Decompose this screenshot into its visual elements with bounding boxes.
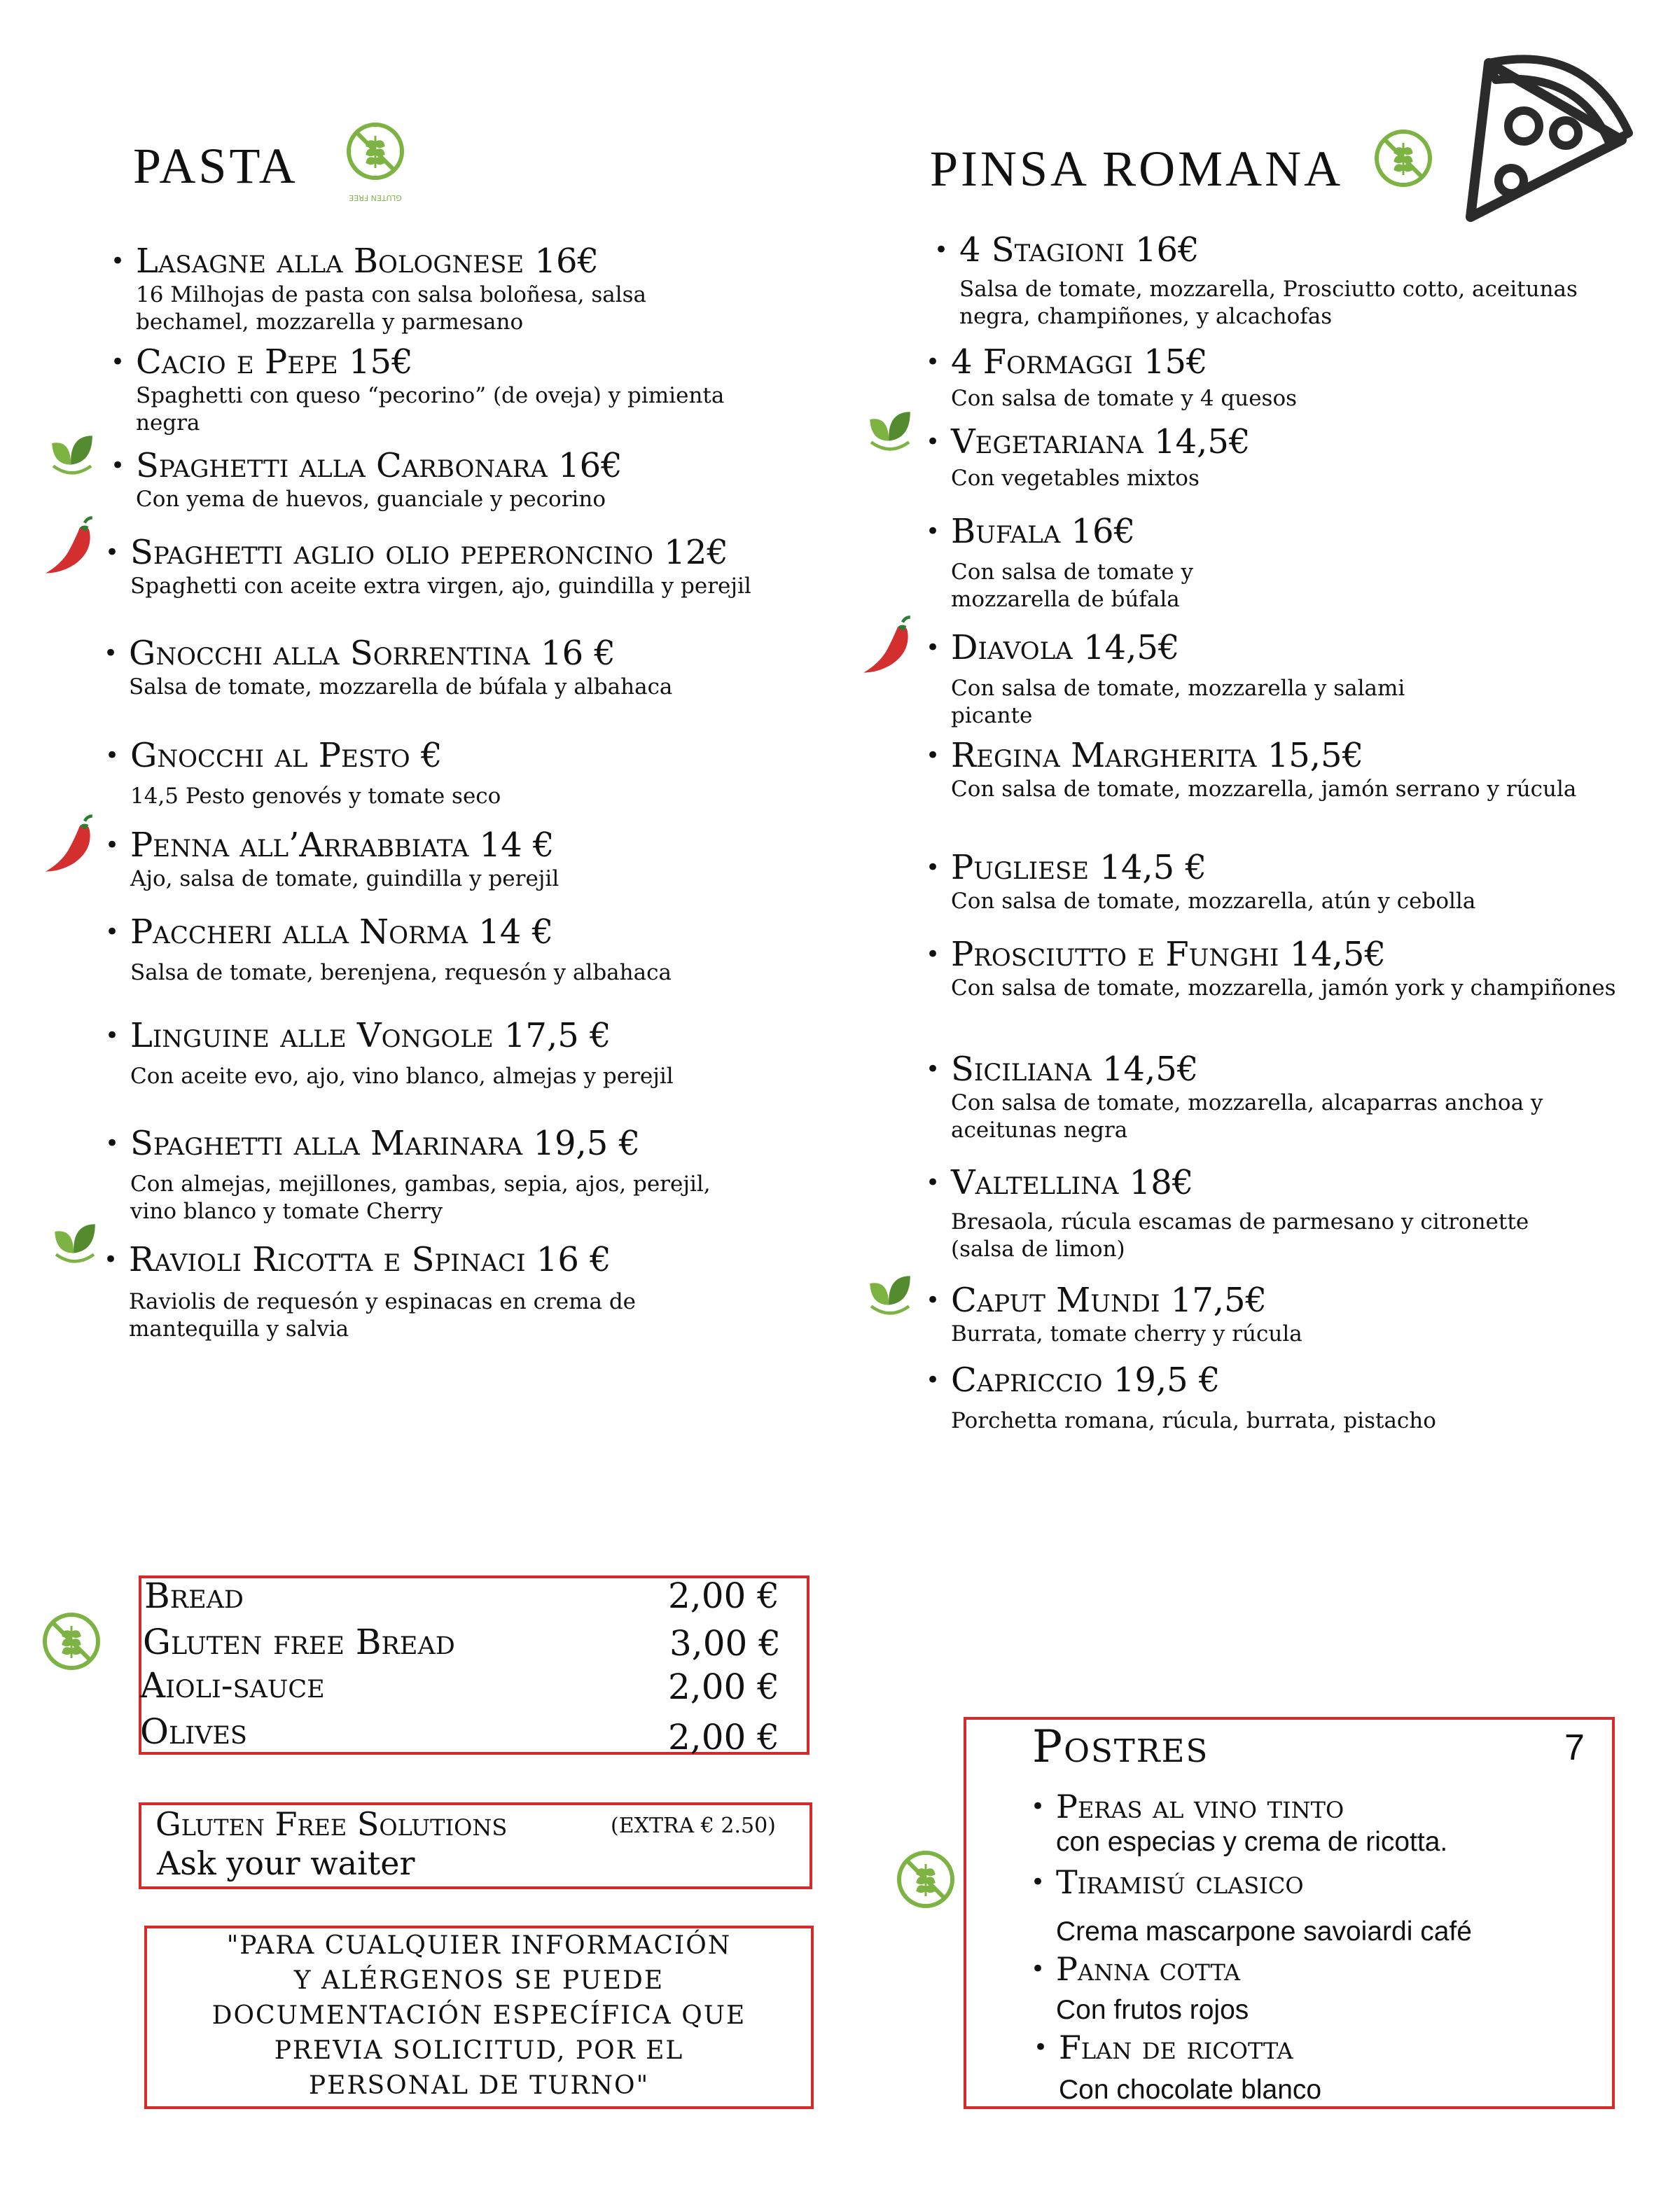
vegetarian-icon <box>43 1213 106 1276</box>
dessert-description: con especias y crema de ricotta. <box>1056 1827 1448 1857</box>
gluten-free-icon <box>340 120 410 204</box>
dish-description: Ajo, salsa de tomate, guindilla y perejil <box>130 866 560 891</box>
pinsa-item <box>951 1164 1567 1263</box>
dish-name: • Diavola 14,5€ <box>951 629 1413 667</box>
dish-name: • Linguine alle Vongole 17,5 € <box>130 1017 676 1055</box>
dish-description: Con salsa de tomate, mozzarella, jamón serrano y rúcula <box>951 777 1577 802</box>
dish-description: Salsa de tomate, berenjena, requesón y albahaca <box>130 960 672 985</box>
dish-name: • Spaghetti alla Marinara 19,5 € <box>130 1125 732 1162</box>
dish-name: • 4 Stagioni 16€ <box>959 231 1604 269</box>
dessert-name: • Peras al vino tinto <box>1056 1788 1588 1825</box>
dessert-description: Con chocolate blanco <box>1059 2075 1322 2105</box>
pasta-item <box>136 242 752 336</box>
dish-description: Salsa de tomate, mozzarella, Prosciutto cotto, aceitunas negra, champiñones, y alcachofas <box>959 277 1578 329</box>
dish-description: Porchetta romana, rúcula, burrata, pistacho <box>951 1408 1436 1433</box>
dish-name: • Cacio e Pepe 15€ <box>136 343 752 381</box>
allergen-notice-line: PREVIA SOLICITUD, POR EL <box>274 2036 684 2065</box>
dish-name: • Penna all’Arrabbiata 14 € <box>130 826 746 864</box>
dessert-item <box>1056 1864 1588 1948</box>
vegetarian-icon <box>859 1265 922 1328</box>
dish-description: Con vegetables mixtos <box>951 466 1200 491</box>
pasta-item <box>130 913 704 987</box>
pinsa-item <box>951 629 1413 730</box>
gluten-free-solutions-title: Gluten Free Solutions <box>155 1805 508 1843</box>
pinsa-item <box>951 737 1623 803</box>
gluten-free-icon <box>36 1611 106 1695</box>
dish-name: • Caput Mundi 17,5€ <box>951 1281 1567 1319</box>
gluten-free-extra-price: (EXTRA € 2.50) <box>611 1814 776 1838</box>
dish-description: Con yema de huevos, guanciale y pecorino <box>136 487 606 512</box>
dish-name: • Regina Margherita 15,5€ <box>951 737 1623 774</box>
dessert-item <box>1056 1951 1588 2026</box>
dessert-name: • Tiramisú clasico <box>1056 1864 1588 1900</box>
pinsa-item <box>951 1281 1567 1348</box>
extra-name: Olives <box>140 1711 247 1752</box>
dish-description: Salsa de tomate, mozzarella de búfala y albahaca <box>129 674 673 700</box>
dessert-name: • Flan de ricotta <box>1059 2029 1591 2066</box>
dish-name: • Ravioli Ricotta e Spinaci 16 € <box>129 1241 759 1279</box>
pasta-item <box>136 447 766 513</box>
pinsa-item <box>951 849 1623 915</box>
allergen-notice-line: Y ALÉRGENOS SE PUEDE <box>293 1966 665 1995</box>
pinsa-item <box>951 935 1623 1002</box>
postres-price: 7 <box>1564 1727 1585 1768</box>
dish-name: • Pugliese 14,5 € <box>951 849 1623 886</box>
postres-title: Postres <box>1032 1721 1209 1773</box>
dish-description: 16 Milhojas de pasta con salsa boloñesa, salsa bechamel, mozzarella y parmesano <box>136 282 647 335</box>
chili-icon <box>41 514 104 577</box>
extra-name: Bread <box>144 1575 244 1616</box>
pasta-item <box>129 1241 759 1343</box>
pasta-item <box>130 534 788 600</box>
dish-description: Burrata, tomate cherry y rúcula <box>951 1321 1302 1347</box>
dessert-item <box>1059 2029 1591 2106</box>
dish-name: • Gnocchi alla Sorrentina 16 € <box>129 634 731 672</box>
dish-name: • Capriccio 19,5 € <box>951 1361 1581 1399</box>
dish-description: Con almejas, mejillones, gambas, sepia, ajos, perejil, vino blanco y tomate Cherry <box>130 1171 711 1224</box>
dish-name: • Lasagne alla Bolognese 16€ <box>136 242 752 280</box>
dish-name: • Spaghetti aglio olio peperoncino 12€ <box>130 534 788 571</box>
pinsa-item <box>951 1050 1553 1144</box>
dish-name: • Bufala 16€ <box>951 513 1273 550</box>
pasta-item <box>130 1125 732 1225</box>
dessert-description: Con frutos rojos <box>1056 1995 1249 2025</box>
dish-description: Bresaola, rúcula escamas de parmesano y citronette (salsa de limon) <box>951 1209 1529 1262</box>
extra-name: Gluten free Bread <box>143 1622 455 1662</box>
dessert-description: Crema mascarpone savoiardi café <box>1056 1917 1472 1947</box>
gluten-free-badge-text: GLUTEN FREE <box>349 193 402 202</box>
allergen-notice <box>147 1928 811 2103</box>
allergen-notice-line: PERSONAL DE TURNO" <box>308 2071 650 2100</box>
dish-description: Con salsa de tomate, mozzarella, atún y cebolla <box>951 889 1476 914</box>
dish-description: 14,5 Pesto genovés y tomate seco <box>130 784 501 809</box>
pinsa-item <box>959 231 1604 331</box>
dish-name: • Valtellina 18€ <box>951 1164 1567 1202</box>
dish-description: Con salsa de tomate, mozzarella, jamón york y champiñones <box>951 975 1616 1001</box>
pasta-item <box>129 634 731 701</box>
dish-description: Con salsa de tomate y 4 quesos <box>951 386 1298 411</box>
dessert-name: • Panna cotta <box>1056 1951 1588 1987</box>
extra-price: 2,00 € <box>668 1717 780 1758</box>
extra-price: 2,00 € <box>668 1575 780 1616</box>
pasta-title: PASTA <box>133 138 298 194</box>
extra-name: Aioli-sauce <box>140 1665 325 1706</box>
pasta-item <box>130 1017 676 1090</box>
allergen-notice-line: "PARA CUALQUIER INFORMACIÓN <box>226 1931 732 1960</box>
dish-description: Spaghetti con aceite extra virgen, ajo, guindilla y perejil <box>130 573 751 599</box>
dish-description: Con aceite evo, ajo, vino blanco, almejas y perejil <box>130 1064 674 1089</box>
dish-description: Spaghetti con queso “pecorino” (de oveja) y pimienta negra <box>136 383 725 436</box>
allergen-notice-line: DOCUMENTACIÓN ESPECÍFICA QUE <box>211 2001 746 2030</box>
chili-icon <box>859 613 922 676</box>
pasta-item <box>130 826 746 893</box>
dish-name: • Siciliana 14,5€ <box>951 1050 1553 1088</box>
chili-icon <box>41 812 104 875</box>
dish-description: Con salsa de tomate, mozzarella y salami picante <box>951 676 1405 728</box>
pinsa-item <box>951 513 1273 613</box>
gluten-free-icon <box>1368 127 1438 211</box>
vegetarian-icon <box>859 401 922 464</box>
dish-description: Con salsa de tomate, mozzarella, alcaparras anchoa y aceitunas negra <box>951 1090 1543 1143</box>
dish-description: Con salsa de tomate y mozzarella de búfala <box>951 559 1193 612</box>
dish-name: • Spaghetti alla Carbonara 16€ <box>136 447 766 485</box>
dessert-item <box>1056 1788 1588 1858</box>
dish-name: • 4 Formaggi 15€ <box>951 343 1595 381</box>
gluten-free-icon <box>891 1849 961 1933</box>
gluten-free-note: Ask your waiter <box>157 1844 415 1882</box>
pinsa-item <box>951 423 1595 492</box>
pasta-item <box>136 343 752 437</box>
pasta-item <box>130 737 746 810</box>
dish-description: Raviolis de requesón y espinacas en crema de mantequilla y salvia <box>129 1289 637 1342</box>
pizza-slice-icon <box>1461 28 1643 224</box>
extra-price: 2,00 € <box>668 1667 780 1707</box>
pinsa-item <box>951 343 1595 412</box>
vegetarian-icon <box>41 424 104 487</box>
dish-name: • Paccheri alla Norma 14 € <box>130 913 704 951</box>
dish-name: • Prosciutto e Funghi 14,5€ <box>951 935 1623 973</box>
extra-price: 3,00 € <box>669 1623 781 1664</box>
dish-name: • Gnocchi al Pesto € <box>130 737 746 774</box>
dish-name: • Vegetariana 14,5€ <box>951 423 1595 461</box>
pinsa-title: PINSA ROMANA <box>930 141 1344 197</box>
pinsa-item <box>951 1361 1581 1435</box>
